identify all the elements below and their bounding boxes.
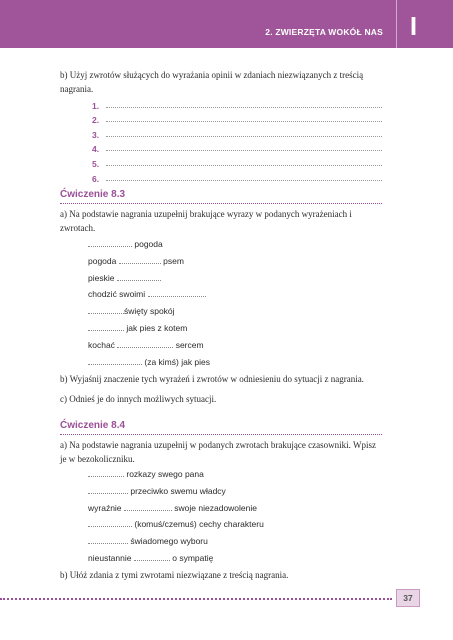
page-number: 37 — [396, 589, 420, 607]
chapter-title: 2. ZWIERZĘTA WOKÓŁ NAS — [265, 27, 383, 37]
blank-field[interactable] — [88, 517, 132, 527]
answer-line[interactable]: 2. — [92, 111, 382, 126]
exercise-8-4-title: Ćwiczenie 8.4 — [60, 420, 126, 431]
phrase-item: (komuś/czemuś) cechy charakteru — [88, 516, 264, 533]
blank-field[interactable] — [148, 287, 206, 297]
answer-line[interactable]: 3. — [92, 125, 382, 140]
answer-line[interactable]: 5. — [92, 154, 382, 169]
blank-field[interactable] — [88, 467, 124, 477]
section-divider — [60, 203, 382, 204]
answer-line[interactable]: 1. — [92, 96, 382, 111]
phrase-item: (za kimś) jak pies — [88, 354, 210, 371]
phrase-item: świadomego wyboru — [88, 533, 264, 550]
phrase-item: pieskie — [88, 270, 210, 287]
footer-divider — [0, 598, 392, 600]
blank-field[interactable] — [117, 338, 173, 348]
page-header — [0, 0, 453, 48]
blank-field[interactable] — [88, 304, 124, 314]
exercise-8-4-instruction-b: b) Ułóż zdania z tymi zwrotami niezwiązane z treścią nagrania. — [60, 570, 289, 580]
blank-field[interactable] — [88, 321, 124, 331]
phrase-item: święty spokój — [88, 303, 210, 320]
phrase-item: pogoda psem — [88, 255, 184, 266]
phrase-item: nieustannie o sympatię — [88, 552, 214, 563]
exercise-8-3-instruction-b: b) Wyjaśnij znaczenie tych wyrażeń i zwrotów w odniesieniu do sytuacji z nagrania. — [60, 374, 364, 384]
exercise-8-4-instruction-a: a) Na podstawie nagrania uzupełnij w podanych zwrotach brakujące czasowniki. Wpisz je w bezokoliczniku. — [60, 440, 376, 464]
blank-field[interactable] — [88, 534, 128, 544]
blank-field[interactable] — [124, 501, 172, 511]
exercise-8-3-instruction-a: a) Na podstawie nagrania uzupełnij brakujące wyrazy w podanych wyrażeniach i zwrotach. — [60, 209, 352, 233]
blank-field[interactable] — [117, 271, 161, 281]
exercise-8-4-items — [88, 466, 264, 567]
phrase-item: wyraźnie swoje niezadowolenie — [88, 502, 257, 513]
phrase-item: przeciwko swemu władcy — [88, 483, 264, 500]
phrase-item: pogoda — [88, 236, 210, 253]
answer-line[interactable]: 4. — [92, 140, 382, 155]
blank-field[interactable] — [119, 254, 161, 264]
phrase-item: rozkazy swego pana — [88, 466, 264, 483]
blank-field[interactable] — [88, 484, 128, 494]
header-divider — [396, 0, 397, 48]
blank-field[interactable] — [134, 551, 170, 561]
instruction-b-opinions: b) Użyj zwrotów służących do wyrażania opinii w zdaniach niezwiązanych z treścią nagrania. — [60, 70, 364, 94]
section-divider — [60, 434, 382, 435]
phrase-item: kochać sercem — [88, 339, 204, 350]
phrase-item: jak pies z kotem — [88, 320, 210, 337]
chapter-number: I — [409, 11, 418, 41]
blank-field[interactable] — [88, 355, 142, 365]
blank-field[interactable] — [88, 237, 132, 247]
answer-lines — [92, 96, 382, 184]
answer-line[interactable]: 6. — [92, 169, 382, 184]
phrase-item: chodzić swoimi — [88, 286, 210, 303]
exercise-8-3-title: Ćwiczenie 8.3 — [60, 189, 126, 200]
exercise-8-3-instruction-c: c) Odnieś je do innych możliwych sytuacji. — [60, 394, 217, 404]
exercise-8-3-items — [88, 236, 210, 370]
